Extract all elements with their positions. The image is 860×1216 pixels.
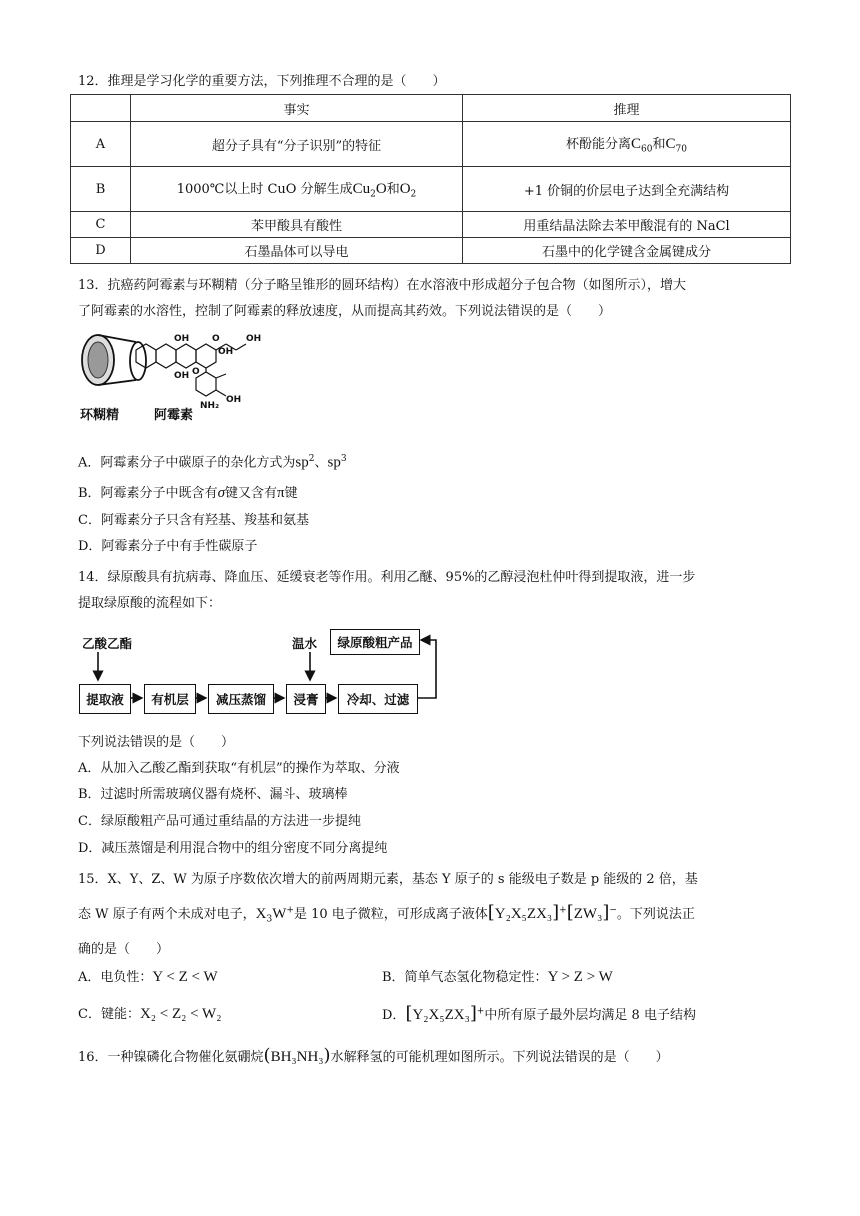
q14-option-b: B．过滤时所需玻璃仪器有烧杯、漏斗、玻璃棒	[78, 787, 348, 802]
row-fact: 苯甲酸具有酸性	[131, 212, 463, 238]
q15-option-b: B．简单气态氢化物稳定性：Y > Z > W	[382, 969, 613, 985]
row-fact: 1000℃以上时 CuO 分解生成$Cu_2O$和$O_2$	[131, 167, 463, 212]
row-key: D	[71, 238, 131, 264]
doxorubicin-label: 阿霉素	[154, 408, 194, 423]
row-reason: +1 价铜的价层电子达到全充满结构	[463, 167, 791, 212]
q13-stem-line1: 13．抗癌药阿霉素与环糊精（分子略呈锥形的圆环结构）在水溶液中形成超分子包合物（如图所示），增大	[78, 278, 687, 293]
row-fact: 超分子具有“分子识别”的特征	[131, 122, 463, 167]
table-row	[71, 212, 791, 238]
supramolecule-figure	[76, 330, 276, 430]
row-key: B	[71, 167, 131, 212]
q15-stem-line2: 态 W 原子有两个未成对电子，$X_3W^+$是 10 电子微粒，可形成离子液体[Y₂X₅ZX₃]+[ZW₃]−。下列说法正	[78, 902, 695, 925]
q14-option-a: A．从加入乙酸乙酯到获取“有机层”的操作为萃取、分液	[78, 761, 400, 776]
row-fact: 石墨晶体可以导电	[131, 238, 463, 264]
reagent-ethyl-acetate: 乙酸乙酯	[82, 636, 133, 651]
nh2-label: NH₂	[200, 401, 220, 411]
step-cool-filter: 冷却、过滤	[338, 684, 418, 714]
step-organic-layer: 有机层	[144, 684, 196, 714]
oh-label: OH	[218, 347, 234, 357]
table-row	[71, 167, 791, 212]
step-extract-paste: 浸膏	[286, 684, 326, 714]
product-box: 绿原酸粗产品	[330, 629, 420, 655]
o-label: O	[192, 367, 200, 377]
q12-table	[70, 94, 791, 264]
q14-stem-line2: 提取绿原酸的流程如下：	[78, 596, 222, 611]
row-key: C	[71, 212, 131, 238]
table-row	[71, 238, 791, 264]
step-vacuum-distill: 减压蒸馏	[208, 684, 274, 714]
q13-option-b: B．阿霉素分子中既含有σ键又含有π键	[78, 485, 298, 501]
table-row	[71, 122, 791, 167]
q15-option-c: C．键能：X₂ < Z₂ < W₂	[78, 1006, 222, 1022]
q16-stem: 16．一种镍磷化合物催化氨硼烷(BH₃NH₃)水解释氢的可能机理如图所示。下列说法错误的是（ ）	[78, 1045, 669, 1066]
table-header-reason: 推理	[463, 95, 791, 122]
row-key: A	[71, 122, 131, 167]
q13-stem-line2: 了阿霉素的水溶性，控制了阿霉素的释放速度，从而提高其药效。下列说法错误的是（ ）	[78, 304, 612, 319]
oh-label: OH	[174, 334, 190, 344]
oh-label: OH	[246, 334, 262, 344]
q13-option-d: D．阿霉素分子中有手性碳原子	[78, 539, 258, 554]
step-extract-liquid: 提取液	[79, 684, 131, 714]
o-label: O	[212, 334, 220, 344]
row-reason: 杯酚能分离$C_{60}$和$C_{70}$	[463, 122, 791, 167]
q15-stem-line1: 15．X、Y、Z、W 为原子序数依次增大的前两周期元素，基态 Y 原子的 s 能级电子数是 p 能级的 2 倍，基	[78, 872, 698, 887]
row-reason: 石墨中的化学键含金属键成分	[463, 238, 791, 264]
q14-option-c: C．绿原酸粗产品可通过重结晶的方法进一步提纯	[78, 814, 361, 829]
q13-option-a: A．阿霉素分子中碳原子的杂化方式为$sp^2$、$sp^3$	[78, 454, 347, 471]
table-header-key	[71, 95, 131, 122]
reagent-warm-water: 温水	[292, 636, 318, 651]
q15-option-d: D．[Y₂X₅ZX₃]+中所有原子最外层均满足 8 电子结构	[382, 1003, 696, 1024]
q12-stem: 12．推理是学习化学的重要方法，下列推理不合理的是（ ）	[78, 74, 446, 89]
q13-option-c: C．阿霉素分子只含有羟基、羧基和氨基	[78, 513, 309, 528]
oh-label: OH	[174, 371, 190, 381]
q14-stem-line1: 14．绿原酸具有抗病毒、降血压、延缓衰老等作用。利用乙醚、95%的乙醇浸泡杜仲叶得到提取液，进一步	[78, 570, 696, 585]
row-reason: 用重结晶法除去苯甲酸混有的 NaCl	[463, 212, 791, 238]
q14-question: 下列说法错误的是（ ）	[78, 735, 235, 750]
q15-stem-line3: 确的是（ ）	[78, 942, 170, 957]
table-header-fact: 事实	[131, 95, 463, 122]
oh-label: OH	[226, 395, 242, 405]
extraction-flowchart	[76, 628, 446, 720]
cyclodextrin-label: 环糊精	[80, 408, 120, 423]
q14-option-d: D．减压蒸馏是利用混合物中的组分密度不同分离提纯	[78, 841, 388, 856]
q15-option-a: A．电负性：Y < Z < W	[78, 969, 218, 985]
